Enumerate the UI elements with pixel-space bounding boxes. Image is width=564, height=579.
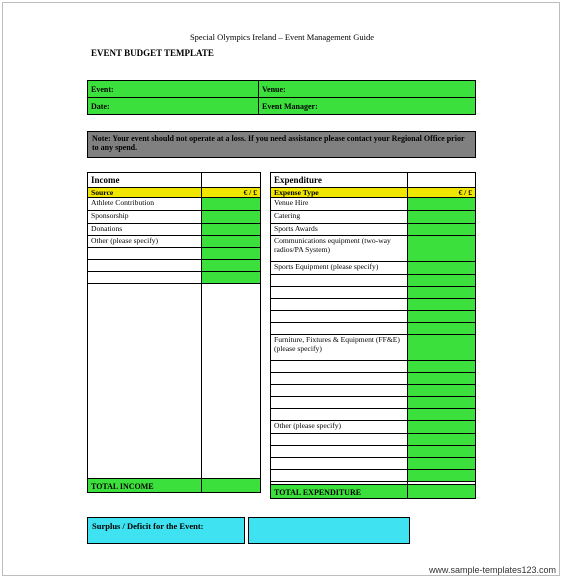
expenditure-row-label — [271, 323, 408, 335]
income-row — [88, 198, 261, 211]
expenditure-amount-field[interactable] — [408, 262, 476, 275]
expenditure-row — [271, 421, 476, 434]
venue-field[interactable] — [259, 81, 476, 98]
income-row — [88, 248, 261, 260]
income-row-label: Other (please specify) — [88, 236, 202, 248]
expenditure-amount-field[interactable] — [408, 446, 476, 458]
expenditure-row-label: Sports Awards — [271, 224, 408, 236]
expenditure-row — [271, 311, 476, 323]
income-amount-field[interactable] — [202, 248, 261, 260]
expenditure-row-label — [271, 311, 408, 323]
expenditure-heading-blank — [408, 173, 476, 188]
expenditure-row-label: Sports Equipment (please specify) — [271, 262, 408, 275]
event-label: Event: — [91, 85, 114, 94]
watermark: www.sample-templates123.com — [428, 565, 556, 575]
expenditure-row — [271, 361, 476, 373]
expenditure-row — [271, 236, 476, 262]
expenditure-amount-field[interactable] — [408, 211, 476, 224]
expenditure-row — [271, 262, 476, 275]
expenditure-row-label: Venue Hire — [271, 198, 408, 211]
income-row-label: Donations — [88, 224, 202, 236]
income-col-header: Source — [88, 188, 202, 198]
expenditure-row — [271, 224, 476, 236]
expenditure-row-label: Catering — [271, 211, 408, 224]
expenditure-table — [270, 172, 476, 499]
expenditure-row-label — [271, 385, 408, 397]
income-spacer-right — [202, 284, 261, 479]
income-total-label: TOTAL INCOME — [88, 479, 202, 493]
expenditure-total-field[interactable] — [408, 485, 476, 499]
income-currency-header: € / £ — [202, 188, 261, 198]
income-row — [88, 260, 261, 272]
expenditure-amount-field[interactable] — [408, 323, 476, 335]
date-field[interactable] — [88, 98, 259, 115]
surplus-label: Surplus / Deficit for the Event: — [87, 517, 245, 544]
expenditure-row-label — [271, 397, 408, 409]
expenditure-amount-field[interactable] — [408, 311, 476, 323]
expenditure-row — [271, 470, 476, 482]
expenditure-currency-header: € / £ — [408, 188, 476, 198]
expenditure-amount-field[interactable] — [408, 434, 476, 446]
event-info-table — [87, 80, 476, 115]
expenditure-row-label — [271, 434, 408, 446]
expenditure-row-label: Furniture, Fixtures & Equipment (FF&E) (please specify) — [271, 335, 408, 361]
expenditure-row-label: Communications equipment (two-way radios/PA System) — [271, 236, 408, 262]
expenditure-row — [271, 446, 476, 458]
expenditure-amount-field[interactable] — [408, 275, 476, 287]
expenditure-row — [271, 211, 476, 224]
date-label: Date: — [91, 102, 110, 111]
income-row-label — [88, 272, 202, 284]
expenditure-heading: Expenditure — [271, 173, 408, 188]
income-row-label — [88, 260, 202, 272]
expenditure-row-label — [271, 361, 408, 373]
expenditure-row — [271, 335, 476, 361]
income-spacer — [88, 284, 261, 479]
expenditure-row — [271, 409, 476, 421]
expenditure-row-label — [271, 287, 408, 299]
expenditure-amount-field[interactable] — [408, 397, 476, 409]
expenditure-row — [271, 373, 476, 385]
income-row — [88, 224, 261, 236]
expenditure-row — [271, 458, 476, 470]
expenditure-row-label — [271, 373, 408, 385]
expenditure-amount-field[interactable] — [408, 409, 476, 421]
document-title: Special Olympics Ireland – Event Management Guide — [189, 32, 375, 42]
expenditure-row — [271, 434, 476, 446]
event-field[interactable] — [88, 81, 259, 98]
expenditure-row — [271, 323, 476, 335]
expenditure-row-label — [271, 299, 408, 311]
expenditure-total-label: TOTAL EXPENDITURE — [271, 485, 408, 499]
manager-field[interactable] — [259, 98, 476, 115]
template-title: EVENT BUDGET TEMPLATE — [91, 48, 214, 58]
income-spacer-left — [88, 284, 202, 479]
expenditure-amount-field[interactable] — [408, 421, 476, 434]
expenditure-row — [271, 287, 476, 299]
income-amount-field[interactable] — [202, 236, 261, 248]
venue-label: Venue: — [262, 85, 286, 94]
manager-label: Event Manager: — [262, 102, 318, 111]
expenditure-row — [271, 198, 476, 211]
income-amount-field[interactable] — [202, 211, 261, 224]
income-row-label: Athlete Contribution — [88, 198, 202, 211]
expenditure-amount-field[interactable] — [408, 287, 476, 299]
expenditure-row-label — [271, 409, 408, 421]
expenditure-col-header: Expense Type — [271, 188, 408, 198]
income-heading: Income — [88, 173, 202, 188]
income-amount-field[interactable] — [202, 198, 261, 211]
expenditure-amount-field[interactable] — [408, 198, 476, 211]
income-table — [87, 172, 261, 493]
expenditure-amount-field[interactable] — [408, 385, 476, 397]
surplus-value-field[interactable] — [248, 517, 410, 544]
note-box: Note: Your event should not operate at a loss. If you need assistance please contact your Regional Office prior to any spend. — [87, 131, 476, 158]
expenditure-row-label — [271, 458, 408, 470]
income-total-field[interactable] — [202, 479, 261, 493]
expenditure-row — [271, 397, 476, 409]
expenditure-amount-field[interactable] — [408, 236, 476, 262]
expenditure-row-label: Other (please specify) — [271, 421, 408, 434]
expenditure-amount-field[interactable] — [408, 470, 476, 482]
expenditure-amount-field[interactable] — [408, 458, 476, 470]
income-amount-field[interactable] — [202, 272, 261, 284]
expenditure-row — [271, 299, 476, 311]
income-amount-field[interactable] — [202, 260, 261, 272]
expenditure-row-label — [271, 470, 408, 482]
expenditure-amount-field[interactable] — [408, 361, 476, 373]
expenditure-amount-field[interactable] — [408, 373, 476, 385]
expenditure-amount-field[interactable] — [408, 224, 476, 236]
expenditure-amount-field[interactable] — [408, 299, 476, 311]
expenditure-amount-field[interactable] — [408, 335, 476, 361]
expenditure-row — [271, 385, 476, 397]
income-row — [88, 236, 261, 248]
income-row — [88, 211, 261, 224]
expenditure-row-label — [271, 275, 408, 287]
income-row-label — [88, 248, 202, 260]
income-row-label: Sponsorship — [88, 211, 202, 224]
expenditure-row — [271, 275, 476, 287]
income-row — [88, 272, 261, 284]
income-amount-field[interactable] — [202, 224, 261, 236]
expenditure-row-label — [271, 446, 408, 458]
income-heading-blank — [202, 173, 261, 188]
